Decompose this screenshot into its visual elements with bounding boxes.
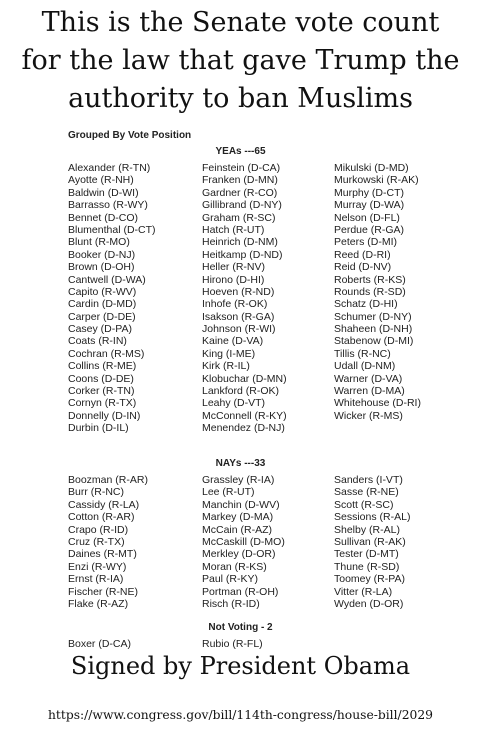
senator-vote-entry: Capito (R-WV)	[68, 285, 137, 298]
senator-vote-entry: Sullivan (R-AK)	[334, 535, 406, 548]
senator-vote-entry: Murphy (D-CT)	[334, 186, 404, 199]
senator-vote-entry: Warren (D-MA)	[334, 385, 405, 398]
yeas-title: YEAs ---65	[215, 146, 266, 157]
senator-vote-entry: Murray (D-WA)	[334, 199, 405, 212]
senator-vote-entry: Shelby (R-AL)	[334, 523, 400, 536]
senator-vote-entry: Daines (R-MT)	[68, 548, 137, 561]
senator-vote-entry: Graham (R-SC)	[202, 211, 276, 224]
senator-vote-entry: Nelson (D-FL)	[334, 211, 400, 224]
senator-vote-entry: Reid (D-NV)	[334, 261, 392, 274]
senator-vote-entry: Cantwell (D-WA)	[68, 273, 146, 286]
senator-vote-entry: Bennet (D-CO)	[68, 211, 139, 224]
senator-vote-entry: Barrasso (R-WY)	[68, 199, 148, 212]
footer-signed: Signed by President Obama	[70, 652, 411, 680]
senator-vote-entry: Moran (R-KS)	[202, 560, 267, 573]
senator-vote-entry: Schumer (D-NY)	[334, 310, 412, 323]
yeas-column-2	[202, 162, 287, 435]
senator-vote-entry: Risch (R-ID)	[202, 597, 260, 610]
senator-vote-entry: McConnell (R-KY)	[202, 409, 287, 422]
headline	[0, 4, 481, 118]
senator-vote-entry: Murkowski (R-AK)	[334, 174, 419, 187]
senator-vote-entry: Gardner (R-CO)	[202, 186, 278, 199]
source-url[interactable]: https://www.congress.gov/bill/114th-congress/house-bill/2029	[48, 708, 433, 722]
senator-vote-entry: Merkley (D-OR)	[202, 548, 276, 561]
senator-vote-entry: Whitehouse (D-RI)	[334, 397, 421, 410]
headline-line-2: for the law that gave Trump the	[21, 45, 460, 76]
senator-vote-entry: Tester (D-MT)	[334, 548, 399, 561]
senator-vote-entry: McCaskill (D-MO)	[202, 535, 285, 548]
senator-vote-entry: Wyden (D-OR)	[334, 597, 404, 610]
senator-vote-entry: Peters (D-MI)	[334, 236, 397, 249]
senator-vote-entry: Hoeven (R-ND)	[202, 285, 275, 298]
senator-vote-entry: Manchin (D-WV)	[202, 498, 280, 511]
not-voting-title: Not Voting - 2	[208, 622, 273, 633]
senator-vote-entry: Perdue (R-GA)	[334, 223, 405, 236]
senator-vote-entry: Markey (D-MA)	[202, 511, 274, 524]
not-voting-column-1	[68, 638, 131, 650]
senator-vote-entry: Fischer (R-NE)	[68, 585, 138, 598]
senator-vote-entry: Coons (D-DE)	[68, 372, 134, 385]
senator-vote-entry: Cochran (R-MS)	[68, 347, 145, 360]
senator-vote-entry: Tillis (R-NC)	[334, 347, 391, 360]
senator-vote-entry: Durbin (D-IL)	[68, 422, 129, 435]
senator-vote-entry: Hatch (R-UT)	[202, 223, 265, 236]
senator-vote-entry: Crapo (R-ID)	[68, 523, 129, 536]
senator-vote-entry: Vitter (R-LA)	[334, 585, 393, 598]
senator-vote-entry: Udall (D-NM)	[334, 360, 396, 373]
senator-vote-entry: Boxer (D-CA)	[68, 638, 132, 650]
senator-vote-entry: Portman (R-OH)	[202, 585, 279, 598]
nays-column-3	[334, 474, 410, 610]
senator-vote-entry: Klobuchar (D-MN)	[202, 372, 287, 385]
senator-vote-entry: Feinstein (D-CA)	[202, 162, 281, 174]
senator-vote-entry: Lee (R-UT)	[202, 486, 255, 499]
senator-vote-entry: McCain (R-AZ)	[202, 523, 272, 536]
not-voting-column-2	[202, 638, 263, 650]
senator-vote-entry: Reed (D-RI)	[334, 248, 391, 261]
senator-vote-entry: Kirk (R-IL)	[202, 360, 250, 373]
senator-vote-entry: Mikulski (D-MD)	[334, 162, 409, 174]
senator-vote-entry: Heller (R-NV)	[202, 261, 265, 274]
senator-vote-entry: Warner (D-VA)	[334, 372, 403, 385]
senator-vote-entry: Cardin (D-MD)	[68, 298, 137, 311]
senator-vote-entry: Paul (R-KY)	[202, 573, 259, 586]
senator-vote-entry: Wicker (R-MS)	[334, 409, 403, 422]
senator-vote-entry: Kaine (D-VA)	[202, 335, 264, 348]
senator-vote-entry: Grassley (R-IA)	[202, 474, 275, 486]
senator-vote-entry: Enzi (R-WY)	[68, 560, 127, 573]
senator-vote-entry: Leahy (D-VT)	[202, 397, 266, 410]
senator-vote-entry: Boozman (R-AR)	[68, 474, 148, 486]
senator-vote-entry: Toomey (R-PA)	[334, 573, 405, 586]
senator-vote-entry: Alexander (R-TN)	[68, 162, 151, 174]
senator-vote-entry: Ayotte (R-NH)	[68, 174, 134, 187]
senator-vote-entry: Donnelly (D-IN)	[68, 409, 141, 422]
senator-vote-entry: Johnson (R-WI)	[202, 323, 276, 336]
senator-vote-entry: Baldwin (D-WI)	[68, 186, 139, 199]
yeas-column-3	[334, 162, 421, 422]
nays-column-1	[68, 474, 148, 610]
senator-vote-entry: Blumenthal (D-CT)	[68, 223, 156, 236]
senator-vote-entry: Brown (D-OH)	[68, 261, 135, 274]
senator-vote-entry: Thune (R-SD)	[334, 560, 400, 573]
senator-vote-entry: Menendez (D-NJ)	[202, 422, 285, 435]
senator-vote-entry: Corker (R-TN)	[68, 385, 135, 398]
senator-vote-entry: Sanders (I-VT)	[334, 474, 403, 486]
nays-title: NAYs ---33	[215, 458, 266, 469]
senator-vote-entry: Shaheen (D-NH)	[334, 323, 413, 336]
senator-vote-entry: Heinrich (D-NM)	[202, 236, 278, 249]
senator-vote-entry: Isakson (R-GA)	[202, 310, 275, 323]
senator-vote-entry: Booker (D-NJ)	[68, 248, 136, 261]
senator-vote-entry: Schatz (D-HI)	[334, 298, 398, 311]
senator-vote-entry: Lankford (R-OK)	[202, 385, 280, 398]
senator-vote-entry: Casey (D-PA)	[68, 323, 132, 336]
headline-line-1: This is the Senate vote count	[41, 7, 440, 38]
senator-vote-entry: King (I-ME)	[202, 347, 256, 360]
senator-vote-entry: Sessions (R-AL)	[334, 511, 411, 524]
senator-vote-entry: Blunt (R-MO)	[68, 236, 130, 249]
senator-vote-entry: Sasse (R-NE)	[334, 486, 399, 499]
senator-vote-entry: Inhofe (R-OK)	[202, 298, 268, 311]
senator-vote-entry: Cruz (R-TX)	[68, 535, 125, 548]
grouped-label: Grouped By Vote Position	[68, 130, 192, 141]
senator-vote-entry: Hirono (D-HI)	[202, 273, 265, 286]
senator-vote-entry: Flake (R-AZ)	[68, 597, 129, 610]
senator-vote-entry: Stabenow (D-MI)	[334, 335, 414, 348]
senator-vote-entry: Carper (D-DE)	[68, 310, 136, 323]
senator-vote-entry: Coats (R-IN)	[68, 335, 127, 348]
senator-vote-entry: Cornyn (R-TX)	[68, 397, 137, 410]
senator-vote-entry: Gillibrand (D-NY)	[202, 199, 282, 212]
senator-vote-entry: Scott (R-SC)	[334, 498, 394, 511]
senator-vote-entry: Cotton (R-AR)	[68, 511, 135, 524]
senator-vote-entry: Ernst (R-IA)	[68, 573, 124, 586]
senator-vote-entry: Roberts (R-KS)	[334, 273, 406, 286]
senator-vote-entry: Burr (R-NC)	[68, 486, 124, 499]
senator-vote-entry: Heitkamp (D-ND)	[202, 248, 283, 261]
headline-line-3: authority to ban Muslims	[68, 83, 413, 114]
yeas-column-1	[68, 162, 156, 435]
senator-vote-entry: Collins (R-ME)	[68, 360, 137, 373]
senator-vote-entry: Rounds (R-SD)	[334, 285, 406, 298]
senator-vote-entry: Franken (D-MN)	[202, 174, 278, 187]
nays-column-2	[202, 474, 285, 610]
senator-vote-entry: Cassidy (R-LA)	[68, 498, 140, 511]
senator-vote-entry: Rubio (R-FL)	[202, 638, 263, 650]
